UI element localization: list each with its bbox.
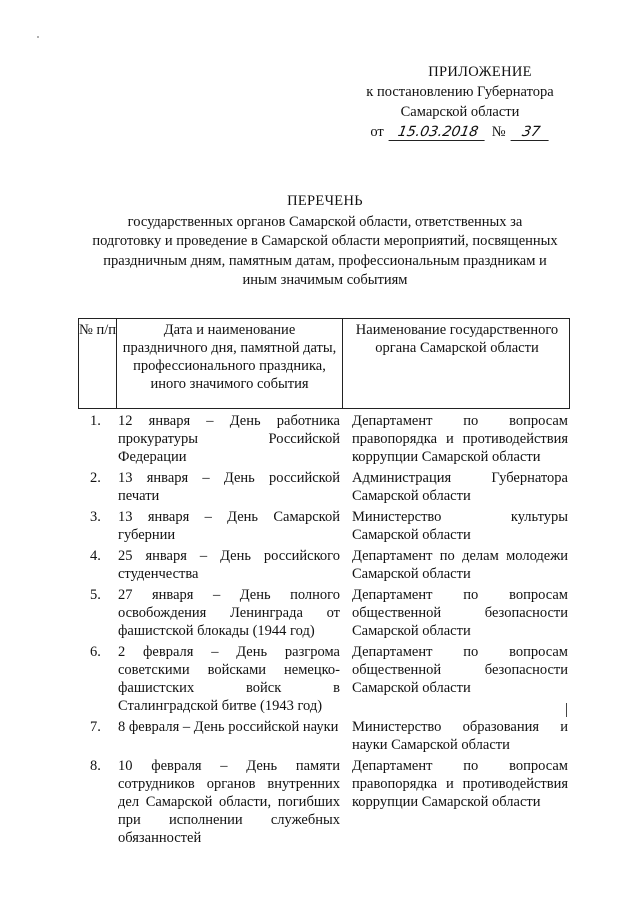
row-event: 13 января – День российской печати [118, 470, 340, 504]
row-num: 4. [90, 548, 101, 564]
table-row [78, 586, 570, 640]
heading-line-3: праздничным дням, памятным датам, профессиональным праздникам и [103, 252, 547, 269]
row-org: Департамент по вопросам правопорядка и противодействия коррупции Самарской области [352, 758, 568, 810]
row-num: 8. [90, 758, 101, 774]
scan-speck [37, 36, 39, 38]
table-row [78, 469, 570, 505]
row-org: Департамент по вопросам правопорядка и противодействия коррупции Самарской области [352, 413, 568, 465]
header-org: Наименование государственного органа Самарской области [355, 322, 559, 356]
row-num: 6. [90, 644, 101, 660]
number-label: № [491, 124, 506, 140]
row-num: 2. [90, 470, 101, 486]
table-row [78, 643, 570, 715]
heading-line-1: государственных органов Самарской области, ответственных за [127, 213, 523, 230]
margin-mark [566, 703, 567, 717]
row-org: Департамент по делам молодежи Самарской области [352, 548, 568, 582]
row-event: 10 февраля – День памяти сотрудников органов внутренних дел Самарской области, погибших при исполнении служебных обязанностей [118, 758, 340, 846]
row-num: 3. [90, 509, 101, 525]
row-org: Министерство культуры Самарской области [352, 509, 568, 543]
events-table [78, 318, 570, 847]
appendix-line-1: к постановлению Губернатора [366, 84, 554, 100]
row-event: 8 февраля – День российской науки [118, 719, 339, 735]
handwritten-date: 15.03.2018 [388, 124, 487, 141]
row-num: 7. [90, 719, 101, 735]
table-header [78, 318, 570, 409]
table-row [78, 757, 570, 847]
row-org: Департамент по вопросам общественной безопасности Самарской области [352, 644, 568, 696]
row-org: Администрация Губернатора Самарской области [352, 470, 568, 504]
appendix-block [340, 62, 580, 142]
appendix-title: ПРИЛОЖЕНИЕ [428, 64, 532, 80]
row-event: 12 января – День работника прокуратуры Российской Федерации [118, 413, 340, 465]
row-event: 27 января – День полного освобождения Ленинграда от фашистской блокады (1944 год) [118, 587, 340, 639]
header-event: Дата и наименование праздничного дня, памятной даты, профессионального праздника, иного значимого события [117, 319, 343, 408]
table-row [78, 547, 570, 583]
table-row [78, 412, 570, 466]
from-label: от [370, 124, 384, 140]
heading-line-2: подготовку и проведение в Самарской области мероприятий, посвященных [92, 233, 558, 249]
table-row [78, 718, 570, 754]
appendix-date-line [340, 122, 580, 142]
document-heading [70, 192, 580, 291]
heading-line-4: иным значимым событиям [242, 272, 408, 288]
row-org: Министерство образования и науки Самарской области [352, 719, 568, 753]
handwritten-number: 37 [510, 124, 551, 141]
row-event: 2 февраля – День разгрома советскими войсками немецко-фашистских войск в Сталинградской битве (1943 год) [118, 644, 340, 714]
appendix-line-2: Самарской области [400, 104, 520, 120]
row-num: 1. [90, 413, 101, 429]
header-num: № п/п [79, 319, 117, 408]
row-num: 5. [90, 587, 101, 603]
row-event: 13 января – День Самарской губернии [118, 509, 340, 543]
table-row [78, 508, 570, 544]
row-org: Департамент по вопросам общественной безопасности Самарской области [352, 587, 568, 639]
row-event: 25 января – День российского студенчества [118, 548, 340, 582]
heading-title: ПЕРЕЧЕНЬ [287, 193, 363, 209]
